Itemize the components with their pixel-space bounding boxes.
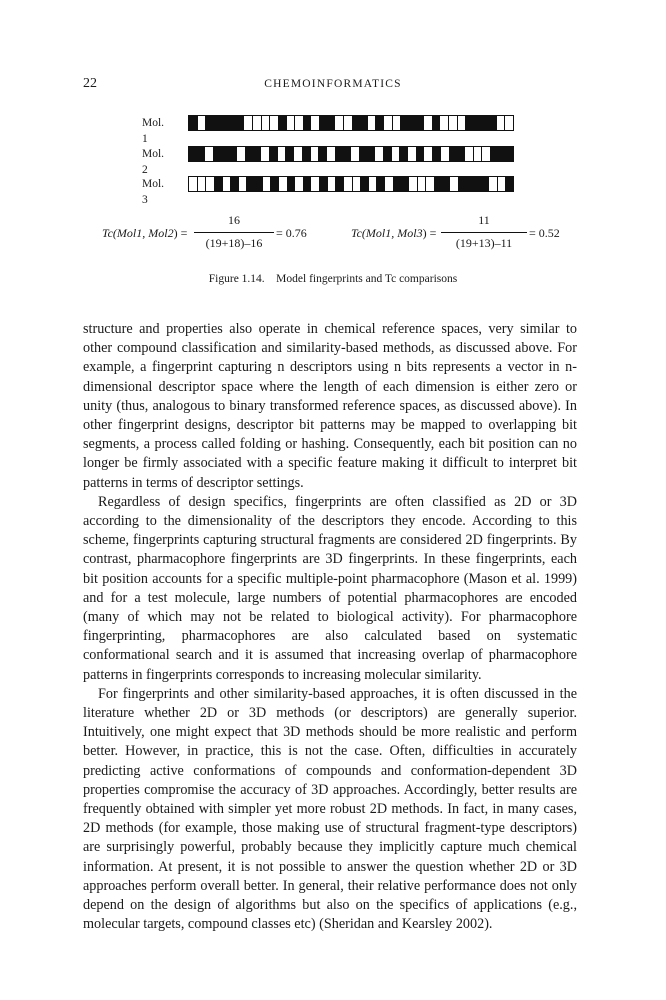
fingerprint-bar — [188, 176, 514, 192]
fingerprint-bit — [481, 116, 489, 130]
fingerprint-bit — [326, 147, 335, 161]
fingerprint-bit — [269, 116, 278, 130]
formula-lhs-prefix: Tc( — [102, 226, 117, 240]
fingerprint-bit — [360, 177, 368, 191]
formula-fraction — [194, 212, 274, 251]
fingerprint-bit — [269, 147, 277, 161]
page-number: 22 — [83, 76, 97, 91]
figure-caption: Figure 1.14. Model fingerprints and Tc comparisons — [208, 273, 458, 285]
fingerprint-bit — [189, 116, 197, 130]
fingerprint-bit — [197, 147, 205, 161]
fingerprint-bit — [505, 147, 513, 161]
formula-result: = 0.52 — [529, 226, 560, 240]
fingerprint-label: Mol. 1 — [142, 117, 165, 145]
fingerprint-bit — [310, 116, 319, 130]
fingerprint-bit — [441, 177, 449, 191]
formula-denominator: (19+18)–16 — [205, 236, 263, 250]
fingerprint-bit — [473, 116, 481, 130]
fingerprint-bit — [318, 147, 326, 161]
fingerprint-bit — [213, 147, 221, 161]
fingerprint-bit — [497, 177, 506, 191]
fingerprint-bit — [205, 116, 213, 130]
formula-lhs-suffix: ) = — [173, 226, 188, 240]
fingerprint-bit — [260, 147, 269, 161]
formula-numerator: 11 — [478, 213, 490, 227]
formula-lhs-prefix: Tc( — [351, 226, 366, 240]
fingerprint-bit — [262, 177, 271, 191]
fingerprint-bit — [246, 177, 254, 191]
fingerprint-bit — [465, 177, 473, 191]
fingerprint-bit — [408, 177, 417, 191]
fingerprint-bit — [473, 147, 482, 161]
fingerprint-bit — [457, 116, 466, 130]
fingerprint-bar — [188, 115, 514, 131]
fingerprint-bit — [214, 177, 222, 191]
fingerprint-bit — [498, 147, 506, 161]
fingerprint-bit — [189, 147, 197, 161]
fingerprint-bit — [229, 147, 237, 161]
fingerprint-bit — [350, 147, 359, 161]
fingerprint-bit — [392, 116, 401, 130]
paragraph: Regardless of design specifics, fingerprints are often classified as 2D or 3D according to the dimensionality of the descriptors they encode. According to this scheme, fingerprints capturing structural fragments are considered 2D fingerprints. By contrast, pharmacophore fingerprints are 3D fingerprints. In these fingerprints, each bit position accounts for a specific multiple-point pharmacophore (Mason et al. 1999) and for a test molecule, large numbers of potential pharmacophores are encoded (many of which may not be related to biological activity). For pharmacophore fingerprinting, pharmacophores are also calculated based on systematic conformational search and it is assumed that increasing overlap of pharmacophore patterns in fingerprints corresponds to increasing molecular similarity. — [83, 493, 577, 683]
fingerprint-bit — [222, 177, 231, 191]
fingerprint-bit — [465, 116, 473, 130]
fingerprint-bit — [310, 177, 319, 191]
fingerprint-bit — [238, 177, 247, 191]
tanimoto-formula-mol1-mol2 — [102, 212, 322, 256]
fingerprint-bit — [236, 147, 245, 161]
fingerprint-bit — [359, 147, 367, 161]
fingerprint-bit — [335, 147, 343, 161]
fingerprint-bit — [423, 116, 432, 130]
fingerprint-bit — [496, 116, 505, 130]
fingerprint-bit — [197, 116, 206, 130]
fingerprint-bit — [230, 177, 238, 191]
fingerprint-bit — [383, 116, 392, 130]
tanimoto-formula-mol1-mol3 — [351, 212, 571, 256]
fingerprint-bit — [197, 177, 206, 191]
formula-lhs-args: Mol1, Mol3 — [365, 226, 423, 240]
formula-numerator: 16 — [228, 213, 240, 227]
fingerprint-bit — [481, 147, 490, 161]
fingerprint-bit — [481, 177, 489, 191]
fingerprint-bit — [319, 116, 327, 130]
fingerprint-bit — [432, 116, 440, 130]
fingerprint-bit — [383, 147, 391, 161]
fingerprint-bit — [236, 116, 244, 130]
fingerprint-bit — [407, 147, 416, 161]
fingerprint-bit — [458, 177, 466, 191]
fingerprint-bit — [278, 177, 287, 191]
fingerprint-bit — [303, 116, 311, 130]
fingerprint-bit — [302, 147, 310, 161]
fingerprint-bit — [439, 116, 448, 130]
fingerprint-bit — [456, 147, 464, 161]
fingerprint-bit — [417, 177, 426, 191]
fingerprint-bit — [488, 177, 497, 191]
formula-lhs-suffix: ) = — [422, 226, 437, 240]
fingerprint-bit — [254, 177, 262, 191]
fingerprint-bit — [400, 116, 408, 130]
fingerprint-bit — [204, 147, 213, 161]
fingerprint-bit — [278, 116, 286, 130]
fingerprint-label: Mol. 3 — [142, 178, 165, 206]
fraction-bar — [441, 232, 527, 233]
formula-result: = 0.76 — [276, 226, 307, 240]
body-text — [83, 320, 577, 935]
fingerprint-bit — [253, 147, 261, 161]
fingerprint-bit — [245, 147, 253, 161]
fingerprint-bit — [334, 116, 343, 130]
fingerprint-bit — [261, 116, 270, 130]
fingerprint-bit — [327, 177, 336, 191]
fingerprint-bit — [319, 177, 327, 191]
fingerprint-bit — [449, 147, 457, 161]
fingerprint-bit — [294, 177, 303, 191]
paragraph: structure and properties also operate in chemical reference spaces, very similar to other compound classification and similarity-based methods, as discussed above. For example, a fingerprint capturing n descriptors using n bits represents a vector in n-dimensional descriptor space where the length of each dimension is either zero or unity (thus, analogous to binary transformed reference spaces, as discussed above). In other fingerprint designs, descriptor bit patterns may be mapped to overlapping bit segments, a process called folding or hashing. Consequently, each bit position can no longer be firmly associated with a specific feature making it difficult to interpret bit patterns in terms of descriptor settings. — [83, 321, 577, 491]
fingerprint-bit — [399, 147, 407, 161]
fingerprint-bit — [359, 116, 367, 130]
fingerprint-bit — [342, 147, 350, 161]
fingerprint-bit — [473, 177, 481, 191]
fingerprint-bit — [376, 177, 384, 191]
fingerprint-bit — [352, 116, 360, 130]
fingerprint-bit — [505, 177, 513, 191]
fingerprint-bit — [285, 147, 293, 161]
fingerprint-bit — [432, 147, 440, 161]
fingerprint-bit — [327, 116, 335, 130]
fingerprint-bit — [449, 177, 458, 191]
fingerprint-bit — [352, 177, 361, 191]
fingerprint-bit — [221, 116, 229, 130]
fingerprint-bit — [488, 116, 496, 130]
fingerprint-bit — [423, 147, 432, 161]
fingerprint-bit — [384, 177, 393, 191]
formula-denominator: (19+13)–11 — [455, 236, 513, 250]
fingerprint-bit — [408, 116, 416, 130]
fingerprint-bit — [252, 116, 261, 130]
fingerprint-bit — [189, 177, 197, 191]
fingerprint-bit — [213, 116, 221, 130]
fingerprint-label: Mol. 2 — [142, 148, 165, 176]
fingerprint-bit — [434, 177, 442, 191]
fingerprint-bit — [400, 177, 408, 191]
fingerprint-bit — [343, 116, 352, 130]
fingerprint-bit — [205, 177, 214, 191]
fingerprint-bit — [374, 147, 383, 161]
fingerprint-bit — [366, 147, 374, 161]
running-title: CHEMOINFORMATICS — [264, 78, 402, 90]
fingerprint-bit — [293, 147, 302, 161]
paragraph: For fingerprints and other similarity-based approaches, it is often discussed in the literature whether 2D or 3D methods (or descriptors) are generally superior. Intuitively, one might expect that 3D methods should be more realistic and perform better. However, in practice, this is not the case. Often, difficulties in accurately predicting active conformations of compounds and conformation-dependent 3D properties compromise the accuracy of 3D approaches. Accordingly, better results are frequently obtained with simpler yet more robust 2D methods. In fact, in many cases, 2D methods (for example, those making use of structural fragment-type descriptors) are surprisingly powerful, probably because they implicitly capture much chemical information. At present, it is not possible to answer the question whether 2D or 3D approaches perform overall better. In general, their relative performance does not only depend on the design of algorithms but also on the specifics of applications (e.g., molecular targets, compound classes etc) (Sheridan and Kearsley 2002). — [83, 685, 577, 933]
fingerprint-bit — [440, 147, 449, 161]
fingerprint-bit — [335, 177, 343, 191]
fingerprint-bit — [367, 116, 376, 130]
fingerprint-bit — [310, 147, 319, 161]
fingerprint-bit — [464, 147, 473, 161]
fingerprint-bit — [448, 116, 457, 130]
fraction-bar — [194, 232, 274, 233]
fingerprint-bit — [287, 177, 295, 191]
fingerprint-bit — [286, 116, 295, 130]
fingerprint-bit — [368, 177, 377, 191]
fingerprint-bit — [416, 147, 424, 161]
fingerprint-bit — [343, 177, 352, 191]
fingerprint-bar — [188, 146, 514, 162]
fingerprint-bit — [393, 177, 401, 191]
fingerprint-bit — [294, 116, 303, 130]
fingerprint-bit — [221, 147, 229, 161]
fingerprint-bit — [303, 177, 311, 191]
fingerprint-bit — [416, 116, 424, 130]
fingerprint-bit — [490, 147, 498, 161]
fingerprint-bit — [391, 147, 400, 161]
fingerprint-bit — [504, 116, 513, 130]
formula-lhs-args: Mol1, Mol2 — [116, 226, 174, 240]
fingerprint-bit — [277, 147, 286, 161]
fingerprint-bit — [243, 116, 252, 130]
formula-fraction — [441, 212, 527, 251]
fingerprint-bit — [425, 177, 434, 191]
fingerprint-bit — [375, 116, 383, 130]
fingerprint-bit — [270, 177, 278, 191]
fingerprint-bit — [228, 116, 236, 130]
